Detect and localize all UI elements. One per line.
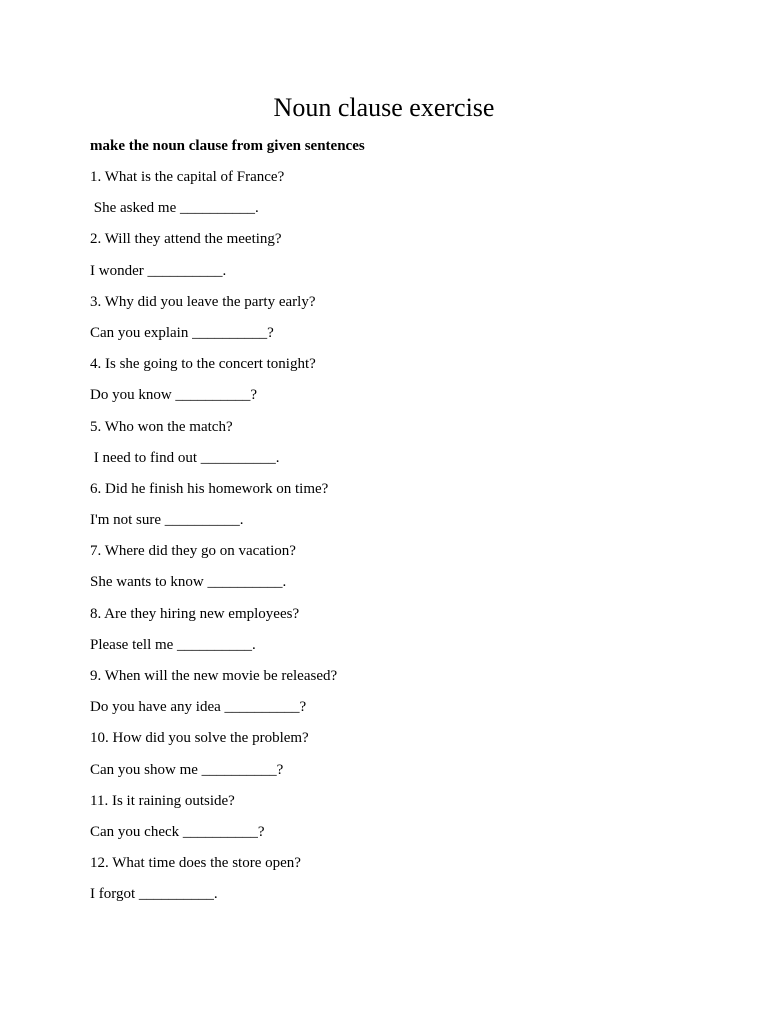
- question-8: 8. Are they hiring new employees?: [90, 605, 300, 622]
- answer-prompt-4: Do you know __________?: [90, 387, 258, 404]
- answer-prompt-1: She asked me __________.: [90, 200, 259, 217]
- question-10: 10. How did you solve the problem?: [90, 730, 309, 747]
- question-2: 2. Will they attend the meeting?: [90, 231, 282, 248]
- answer-prompt-6: I'm not sure __________.: [90, 512, 244, 529]
- question-6: 6. Did he finish his homework on time?: [90, 480, 329, 497]
- exercise-list: [90, 166, 710, 915]
- question-12: 12. What time does the store open?: [90, 855, 301, 872]
- question-5: 5. Who won the match?: [90, 418, 233, 435]
- answer-prompt-2: I wonder __________.: [90, 262, 227, 279]
- answer-prompt-10: Can you show me __________?: [90, 761, 284, 778]
- instruction-text: make the noun clause from given sentences: [90, 138, 365, 154]
- answer-prompt-3: Can you explain __________?: [90, 324, 274, 341]
- answer-prompt-12: I forgot __________.: [90, 886, 218, 903]
- answer-prompt-7: She wants to know __________.: [90, 574, 287, 591]
- question-3: 3. Why did you leave the party early?: [90, 293, 316, 310]
- answer-prompt-11: Can you check __________?: [90, 823, 265, 840]
- question-7: 7. Where did they go on vacation?: [90, 543, 296, 560]
- question-11: 11. Is it raining outside?: [90, 792, 235, 809]
- page-title: Noun clause exercise: [273, 93, 495, 122]
- question-9: 9. When will the new movie be released?: [90, 668, 338, 684]
- question-1: 1. What is the capital of France?: [90, 169, 285, 185]
- answer-prompt-5: I need to find out __________.: [90, 449, 280, 466]
- answer-prompt-9: Do you have any idea __________?: [90, 699, 307, 716]
- question-4: 4. Is she going to the concert tonight?: [90, 356, 316, 373]
- answer-prompt-8: Please tell me __________.: [90, 636, 256, 653]
